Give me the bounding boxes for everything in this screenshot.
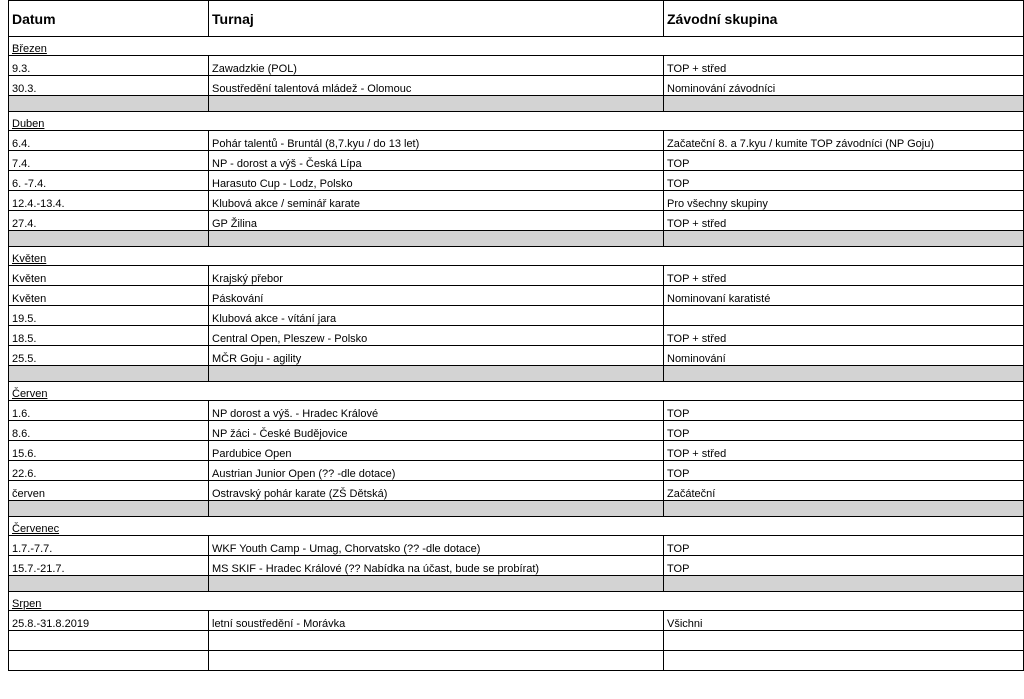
empty-cell[interactable] [209, 366, 664, 382]
date-cell[interactable]: 25.8.-31.8.2019 [9, 611, 209, 631]
empty-cell[interactable] [664, 631, 1024, 651]
empty-cell[interactable] [664, 576, 1024, 592]
event-cell[interactable]: Zawadzkie (POL) [209, 56, 664, 76]
empty-cell[interactable] [9, 366, 209, 382]
group-cell[interactable]: TOP + střed [664, 56, 1024, 76]
table-row [9, 171, 1024, 191]
event-cell[interactable]: MČR Goju - agility [209, 346, 664, 366]
group-cell[interactable]: TOP [664, 401, 1024, 421]
empty-cell[interactable] [664, 231, 1024, 247]
empty-cell[interactable] [209, 96, 664, 112]
empty-cell[interactable] [664, 501, 1024, 517]
date-cell[interactable]: 6.4. [9, 131, 209, 151]
event-cell[interactable]: Pardubice Open [209, 441, 664, 461]
event-cell[interactable]: Páskování [209, 286, 664, 306]
separator-row [9, 576, 1024, 592]
table-row [9, 56, 1024, 76]
table-row [9, 191, 1024, 211]
date-cell[interactable]: 9.3. [9, 56, 209, 76]
empty-row [9, 631, 1024, 651]
table-row [9, 346, 1024, 366]
empty-cell[interactable] [664, 366, 1024, 382]
table-row [9, 401, 1024, 421]
empty-cell[interactable] [209, 576, 664, 592]
date-cell[interactable]: 1.7.-7.7. [9, 536, 209, 556]
group-cell[interactable]: Začateční 8. a 7.kyu / kumite TOP závodníci (NP Goju) [664, 131, 1024, 151]
group-cell[interactable]: TOP [664, 421, 1024, 441]
table-row [9, 611, 1024, 631]
month-label[interactable]: Květen [9, 247, 1024, 266]
schedule-body [9, 37, 1024, 671]
month-header-row [9, 592, 1024, 611]
table-row [9, 286, 1024, 306]
table-row [9, 421, 1024, 441]
table-row [9, 211, 1024, 231]
date-cell[interactable]: 1.6. [9, 401, 209, 421]
schedule-table [8, 0, 1024, 671]
group-cell[interactable]: TOP [664, 461, 1024, 481]
date-cell[interactable]: 19.5. [9, 306, 209, 326]
month-label[interactable]: Srpen [9, 592, 1024, 611]
date-cell[interactable]: 12.4.-13.4. [9, 191, 209, 211]
group-cell[interactable]: Nominování [664, 346, 1024, 366]
empty-cell[interactable] [209, 231, 664, 247]
header-group[interactable]: Závodní skupina [664, 1, 1024, 37]
separator-row [9, 96, 1024, 112]
event-cell[interactable]: Pohár talentů - Bruntál (8,7.kyu / do 13 let) [209, 131, 664, 151]
event-cell[interactable]: NP žáci - České Budějovice [209, 421, 664, 441]
empty-cell[interactable] [9, 651, 209, 671]
event-cell[interactable]: letní soustředění - Morávka [209, 611, 664, 631]
month-label[interactable]: Duben [9, 112, 1024, 131]
table-row [9, 306, 1024, 326]
date-cell[interactable]: Květen [9, 266, 209, 286]
event-cell[interactable]: WKF Youth Camp - Umag, Chorvatsko (?? -dle dotace) [209, 536, 664, 556]
group-cell[interactable]: Všichni [664, 611, 1024, 631]
date-cell[interactable]: 25.5. [9, 346, 209, 366]
month-label[interactable]: Březen [9, 37, 1024, 56]
event-cell[interactable]: MS SKIF - Hradec Králové (?? Nabídka na účast, bude se probírat) [209, 556, 664, 576]
separator-row [9, 366, 1024, 382]
date-cell[interactable]: 7.4. [9, 151, 209, 171]
empty-cell[interactable] [9, 576, 209, 592]
date-cell[interactable]: 8.6. [9, 421, 209, 441]
table-row [9, 461, 1024, 481]
month-header-row [9, 517, 1024, 536]
group-cell[interactable]: TOP + střed [664, 266, 1024, 286]
empty-cell[interactable] [209, 631, 664, 651]
event-cell[interactable]: Harasuto Cup - Lodz, Polsko [209, 171, 664, 191]
table-row [9, 76, 1024, 96]
month-header-row [9, 37, 1024, 56]
empty-cell[interactable] [9, 631, 209, 651]
group-cell[interactable] [664, 306, 1024, 326]
event-cell[interactable]: Klubová akce - vítání jara [209, 306, 664, 326]
group-cell[interactable]: Nominování závodníci [664, 76, 1024, 96]
date-cell[interactable]: 22.6. [9, 461, 209, 481]
group-cell[interactable]: TOP + střed [664, 211, 1024, 231]
event-cell[interactable]: Soustředění talentová mládež - Olomouc [209, 76, 664, 96]
empty-cell[interactable] [9, 231, 209, 247]
event-cell[interactable]: NP - dorost a výš - Česká Lípa [209, 151, 664, 171]
header-date[interactable]: Datum [9, 1, 209, 37]
group-cell[interactable]: Začáteční [664, 481, 1024, 501]
date-cell[interactable]: červen [9, 481, 209, 501]
empty-cell[interactable] [9, 501, 209, 517]
month-header-row [9, 112, 1024, 131]
event-cell[interactable]: NP dorost a výš. - Hradec Králové [209, 401, 664, 421]
group-cell[interactable]: TOP + střed [664, 441, 1024, 461]
month-header-row [9, 247, 1024, 266]
group-cell[interactable]: TOP [664, 171, 1024, 191]
separator-row [9, 231, 1024, 247]
table-row [9, 266, 1024, 286]
empty-cell[interactable] [9, 96, 209, 112]
date-cell[interactable]: 6. -7.4. [9, 171, 209, 191]
table-row [9, 131, 1024, 151]
table-row [9, 556, 1024, 576]
event-cell[interactable]: Klubová akce / seminář karate [209, 191, 664, 211]
empty-row [9, 651, 1024, 671]
header-row [9, 1, 1024, 37]
event-cell[interactable]: Austrian Junior Open (?? -dle dotace) [209, 461, 664, 481]
separator-row [9, 501, 1024, 517]
group-cell[interactable]: Pro všechny skupiny [664, 191, 1024, 211]
header-event[interactable]: Turnaj [209, 1, 664, 37]
date-cell[interactable]: 27.4. [9, 211, 209, 231]
event-cell[interactable]: Central Open, Pleszew - Polsko [209, 326, 664, 346]
empty-cell[interactable] [664, 651, 1024, 671]
month-label[interactable]: Červen [9, 382, 1024, 401]
group-cell[interactable]: Nominovaní karatisté [664, 286, 1024, 306]
empty-cell[interactable] [209, 651, 664, 671]
table-row [9, 151, 1024, 171]
event-cell[interactable]: GP Žilina [209, 211, 664, 231]
table-row [9, 481, 1024, 501]
event-cell[interactable]: Ostravský pohár karate (ZŠ Dětská) [209, 481, 664, 501]
month-header-row [9, 382, 1024, 401]
date-cell[interactable]: 30.3. [9, 76, 209, 96]
group-cell[interactable]: TOP [664, 556, 1024, 576]
date-cell[interactable]: 15.6. [9, 441, 209, 461]
empty-cell[interactable] [664, 96, 1024, 112]
group-cell[interactable]: TOP + střed [664, 326, 1024, 346]
month-label[interactable]: Červenec [9, 517, 1024, 536]
group-cell[interactable]: TOP [664, 151, 1024, 171]
date-cell[interactable]: Květen [9, 286, 209, 306]
date-cell[interactable]: 18.5. [9, 326, 209, 346]
event-cell[interactable]: Krajský přebor [209, 266, 664, 286]
date-cell[interactable]: 15.7.-21.7. [9, 556, 209, 576]
table-row [9, 536, 1024, 556]
table-row [9, 441, 1024, 461]
table-row [9, 326, 1024, 346]
empty-cell[interactable] [209, 501, 664, 517]
group-cell[interactable]: TOP [664, 536, 1024, 556]
